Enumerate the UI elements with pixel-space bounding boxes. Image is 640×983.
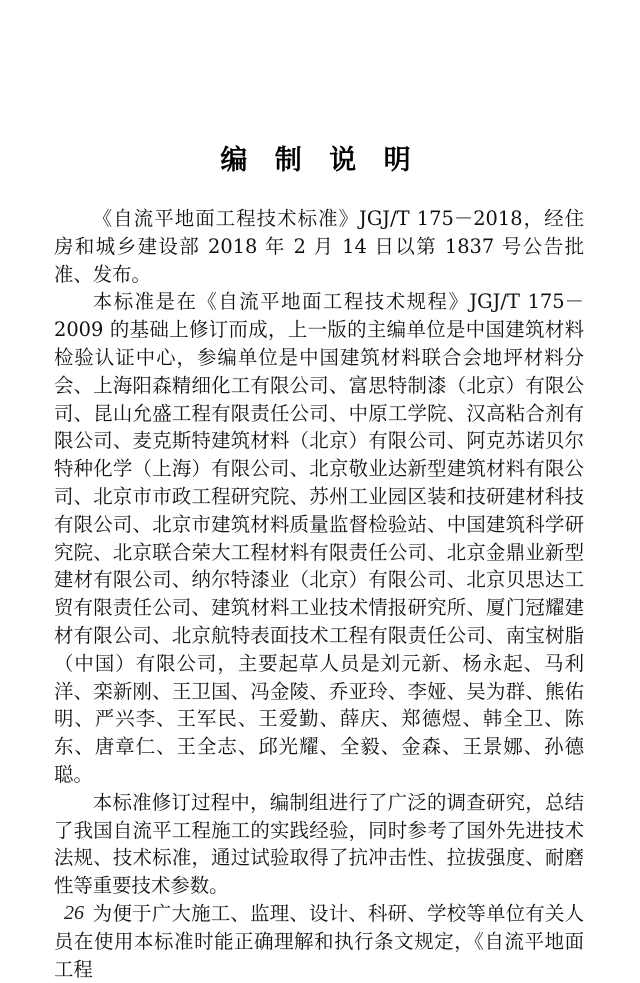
paragraph-standard-approval: 《自流平地面工程技术标准》JGJ/T 175－2018，经住房和城乡建设部 2018 年 2 月 14 日以第 1837 号公告批准、发布。: [54, 207, 584, 286]
page-number: 26: [64, 902, 84, 924]
paragraph-usage-note: 为便于广大施工、监理、设计、科研、学校等单位有关人员在使用本标准时能正确理解和执行条文规定，《自流平地面工程: [54, 901, 584, 981]
paragraph-revision-process: 本标准修订过程中，编制组进行了广泛的调查研究，总结了我国自流平工程施工的实践经验，同时参考了国外先进技术法规、技术标准，通过试验取得了抗冲击性、拉拔强度、耐磨性等重要技术参数。: [54, 790, 584, 898]
page-title: 编 制 说 明: [220, 145, 420, 176]
body-text: [54, 205, 584, 983]
paragraph-revision-units: 本标准是在《自流平地面工程技术规程》JGJ/T 175－2009 的基础上修订而成，上一版的主编单位是中国建筑材料检验认证中心，参编单位是中国建筑材料联合会地坪材料分会、上海阳森精细化工有限公司、富思特制漆（北京）有限公司、昆山允盛工程有限责任公司、中原工学院、汉高粘合剂有限公司、麦克斯特建筑材料（北京）有限公司、阿克苏诺贝尔特种化学（上海）有限公司、北京敬业达新型建筑材料有限公司、北京市市政工程研究院、苏州工业园区装和技研建材科技有限公司、北京市建筑材料质量监督检验站、中国建筑科学研究院、北京联合荣大工程材料有限责任公司、北京金鼎业新型建材有限公司、纳尔特漆业（北京）有限公司、北京贝思达工贸有限责任公司、建筑材料工业技术情报研究所、厦门冠耀建材有限公司、北京航特表面技术工程有限责任公司、南宝树脂（中国）有限公司，主要起草人员是刘元新、杨永起、马利洋、栾新刚、王卫国、冯金陵、乔亚玲、李娅、吴为群、熊佑明、严兴李、王军民、王爱勤、薛庆、郑德煜、韩全卫、陈东、唐章仁、王全志、邱光耀、全毅、金森、王景娜、孙德聪。: [54, 290, 584, 786]
